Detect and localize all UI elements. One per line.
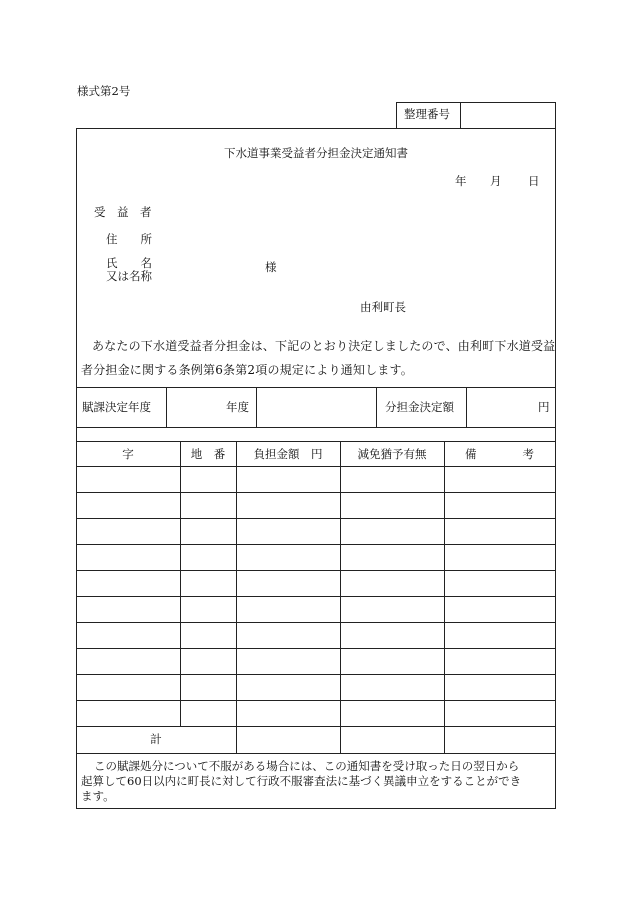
table-total-cell[interactable] <box>238 730 338 749</box>
table-cell[interactable] <box>182 704 234 722</box>
table-cell[interactable] <box>78 626 178 644</box>
table-cell[interactable] <box>182 522 234 540</box>
table-cell[interactable] <box>238 704 338 722</box>
notice-line-1: あなたの下水道受益者分担金は、下記のとおり決定しましたので、由利町下水道受益 <box>92 339 556 353</box>
table-cell[interactable] <box>446 522 553 540</box>
table-cell[interactable] <box>446 626 553 644</box>
table-header-0: 字 <box>122 447 134 461</box>
reference-number-label: 整理番号 <box>404 107 450 121</box>
table-header-3: 減免猶予有無 <box>357 447 427 461</box>
date-year: 年 <box>455 174 467 188</box>
table-cell[interactable] <box>78 600 178 618</box>
table-cell[interactable] <box>446 548 553 566</box>
form-number: 様式第2号 <box>77 84 131 98</box>
table-total-cell[interactable] <box>446 730 553 749</box>
date-month: 月 <box>490 174 502 188</box>
levy-year-field[interactable] <box>172 396 222 416</box>
table-cell[interactable] <box>238 626 338 644</box>
name-label: 氏 名 <box>106 256 152 270</box>
table-header-1: 地 番 <box>190 447 226 461</box>
table-cell[interactable] <box>182 652 234 670</box>
table-cell[interactable] <box>446 600 553 618</box>
reference-number-field[interactable] <box>466 109 550 123</box>
notice-line-2: 者分担金に関する条例第6条第2項の規定により通知します。 <box>81 363 413 377</box>
table-cell[interactable] <box>342 600 442 618</box>
name-field[interactable] <box>170 259 260 275</box>
table-header-2: 負担金額 円 <box>253 447 323 461</box>
table-cell[interactable] <box>342 626 442 644</box>
table-cell[interactable] <box>238 574 338 592</box>
recipient-heading: 受 益 者 <box>94 205 152 219</box>
table-cell[interactable] <box>342 496 442 514</box>
table-cell[interactable] <box>182 548 234 566</box>
honorific: 様 <box>265 260 277 274</box>
table-cell[interactable] <box>78 470 178 488</box>
table-total-label: 計 <box>150 732 162 746</box>
name-label-alt: 又は名称 <box>106 269 152 283</box>
table-cell[interactable] <box>238 470 338 488</box>
table-cell[interactable] <box>78 678 178 696</box>
table-total-cell[interactable] <box>342 730 442 749</box>
appeal-notice-line-1: この賦課処分について不服がある場合には、この通知書を受け取った日の翌日から <box>94 759 520 773</box>
table-cell[interactable] <box>182 470 234 488</box>
table-cell[interactable] <box>446 496 553 514</box>
table-cell[interactable] <box>446 574 553 592</box>
date-day: 日 <box>528 174 540 188</box>
table-cell[interactable] <box>182 678 234 696</box>
levy-amount-unit: 円 <box>538 400 550 414</box>
table-cell[interactable] <box>182 600 234 618</box>
table-cell[interactable] <box>78 496 178 514</box>
table-cell[interactable] <box>342 470 442 488</box>
table-header-4: 備 考 <box>465 447 534 461</box>
table-cell[interactable] <box>238 678 338 696</box>
table-cell[interactable] <box>78 548 178 566</box>
appeal-notice-line-3: ます。 <box>81 789 115 803</box>
table-cell[interactable] <box>342 704 442 722</box>
levy-amount-label: 分担金決定額 <box>385 400 454 414</box>
table-cell[interactable] <box>78 704 178 722</box>
table-cell[interactable] <box>342 574 442 592</box>
table-cell[interactable] <box>342 548 442 566</box>
address-field[interactable] <box>170 232 450 248</box>
document-title: 下水道事業受益者分担金決定通知書 <box>224 146 408 160</box>
table-cell[interactable] <box>446 678 553 696</box>
table-cell[interactable] <box>78 574 178 592</box>
table-cell[interactable] <box>238 522 338 540</box>
table-cell[interactable] <box>446 652 553 670</box>
table-cell[interactable] <box>342 652 442 670</box>
issuer-name: 由利町長 <box>360 300 406 314</box>
address-label: 住 所 <box>106 232 152 246</box>
levy-amount-field[interactable] <box>472 396 532 416</box>
table-cell[interactable] <box>342 678 442 696</box>
table-cell[interactable] <box>238 652 338 670</box>
table-cell[interactable] <box>78 652 178 670</box>
levy-year-label: 賦課決定年度 <box>82 400 151 414</box>
table-cell[interactable] <box>238 600 338 618</box>
table-cell[interactable] <box>342 522 442 540</box>
table-cell[interactable] <box>238 496 338 514</box>
table-cell[interactable] <box>182 496 234 514</box>
levy-year-unit: 年度 <box>226 400 249 414</box>
table-cell[interactable] <box>78 522 178 540</box>
table-cell[interactable] <box>182 626 234 644</box>
appeal-notice-line-2: 起算して60日以内に町長に対して行政不服審査法に基づく異議申立をすることができ <box>81 774 522 788</box>
table-cell[interactable] <box>182 574 234 592</box>
table-cell[interactable] <box>238 548 338 566</box>
table-cell[interactable] <box>446 470 553 488</box>
table-cell[interactable] <box>446 704 553 722</box>
